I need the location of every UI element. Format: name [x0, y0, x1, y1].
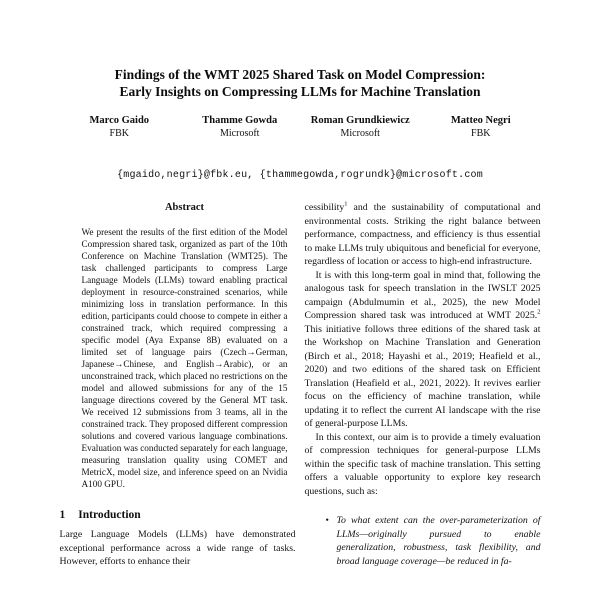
footnote-ref-2: 2	[537, 308, 541, 316]
two-column-body	[60, 201, 541, 569]
author-name: Roman Grundkiewicz	[310, 115, 410, 126]
author-block-1	[59, 114, 180, 140]
paragraph-text: cessibility	[304, 202, 345, 213]
paper-title	[0, 66, 600, 100]
bullet-text: To what extent can the over-parameterization of LLMs—originally pursued to enable generalization, robustness, task flexibility, and broad language coverage—be reduced in fa-	[336, 515, 541, 567]
author-affiliation: Microsoft	[220, 128, 260, 139]
body-paragraph-2	[305, 269, 541, 431]
author-name: Matteo Negri	[450, 115, 511, 126]
left-column	[60, 201, 296, 569]
author-emails: {mgaido,negri}@fbk.eu, {thammegowda,rogrundk}@microsoft.com	[117, 170, 483, 181]
paragraph-text: This initiative follows three editions of the shared task at the Workshop on Machine Translation and Generation (Birch et al., 2018; Hayashi et al., 2019; Heafield et al., 2020) and two editions of the shared task on Efficient Translation (Heafield et al., 2021, 2022). It revives earlier focus on the efficiency of machine translation, while updating it to reflect the current AI landscape with the rise of general-purpose LLMs.	[304, 323, 541, 429]
section-heading-introduction	[60, 509, 296, 522]
author-block-2	[180, 114, 301, 140]
author-name: Thamme Gowda	[202, 115, 278, 126]
author-block-3	[300, 114, 421, 140]
authors-row	[59, 114, 541, 140]
abstract-heading: Abstract	[164, 202, 205, 213]
right-column	[305, 201, 541, 569]
introduction-paragraph: Large Language Models (LLMs) have demonstrated exceptional performance across a wide range of tasks. However, efforts to enhance their	[59, 529, 296, 567]
author-block-4	[421, 114, 542, 140]
footnote-ref-1: 1	[344, 200, 348, 208]
author-affiliation: Microsoft	[340, 128, 380, 139]
section-title: Introduction	[78, 509, 141, 521]
body-paragraph-3: In this context, our aim is to provide a timely evaluation of compression techniques for general-purpose LLMs within the specific task of machine translation. This setting offers a valuable opportunity to explore key research questions, such as:	[304, 431, 541, 497]
author-affiliation: FBK	[471, 128, 491, 139]
paper-title-line-2: Early Insights on Compressing LLMs for Machine Translation	[119, 84, 481, 99]
author-name: Marco Gaido	[89, 115, 150, 126]
bullet-item	[305, 514, 541, 568]
paragraph-text: and the sustainability of computational and environmental costs. Striking the right balance between performance, compactness, and efficiency is thus essential to make LLMs truly ubiquitous and beneficial for everyone, regardless of location or access to high-end infrastructure.	[304, 202, 541, 267]
abstract-block	[60, 201, 296, 490]
author-affiliation: FBK	[109, 128, 129, 139]
section-number: 1	[59, 509, 66, 521]
body-paragraph-1	[305, 201, 541, 269]
bullet-marker: •	[325, 515, 329, 526]
paragraph-text: It is with this long-term goal in mind that, following the analogous task for speech translation in the IWSLT 2025 campaign (Abdulmumin et al., 2025), the new Model Compression shared task was introduced at WMT 2025.	[304, 269, 541, 321]
paper-title-line-1: Findings of the WMT 2025 Shared Task on Model Compression:	[114, 67, 486, 82]
abstract-text: We present the results of the first edition of the Model Compression shared task, organized as part of the 10th Conference on Machine Translation (WMT25). The task challenged participants to compress Large Language Models (LLMs) toward enabling practical deployment in resource-constrained scenarios, while minimizing loss in translation performance. In this edition, participants could choose to compete in either a constrained track, which required compressing a specific model (Aya Expanse 8B) evaluated on a limited set of language pairs (Czech→German, Japanese→Chinese, and English→Arabic), or an unconstrained track, which placed no restrictions on the model and allowed submissions for any of the 15 language directions covered by the General MT task. We received 12 submissions from 3 teams, all in the constrained track. They proposed different compression solutions and covered various language combinations. Evaluation was conducted separately for each language, measuring translation quality using COMET and MetricX, model size, and inference speed on an Nvidia A100 GPU.	[81, 227, 288, 489]
